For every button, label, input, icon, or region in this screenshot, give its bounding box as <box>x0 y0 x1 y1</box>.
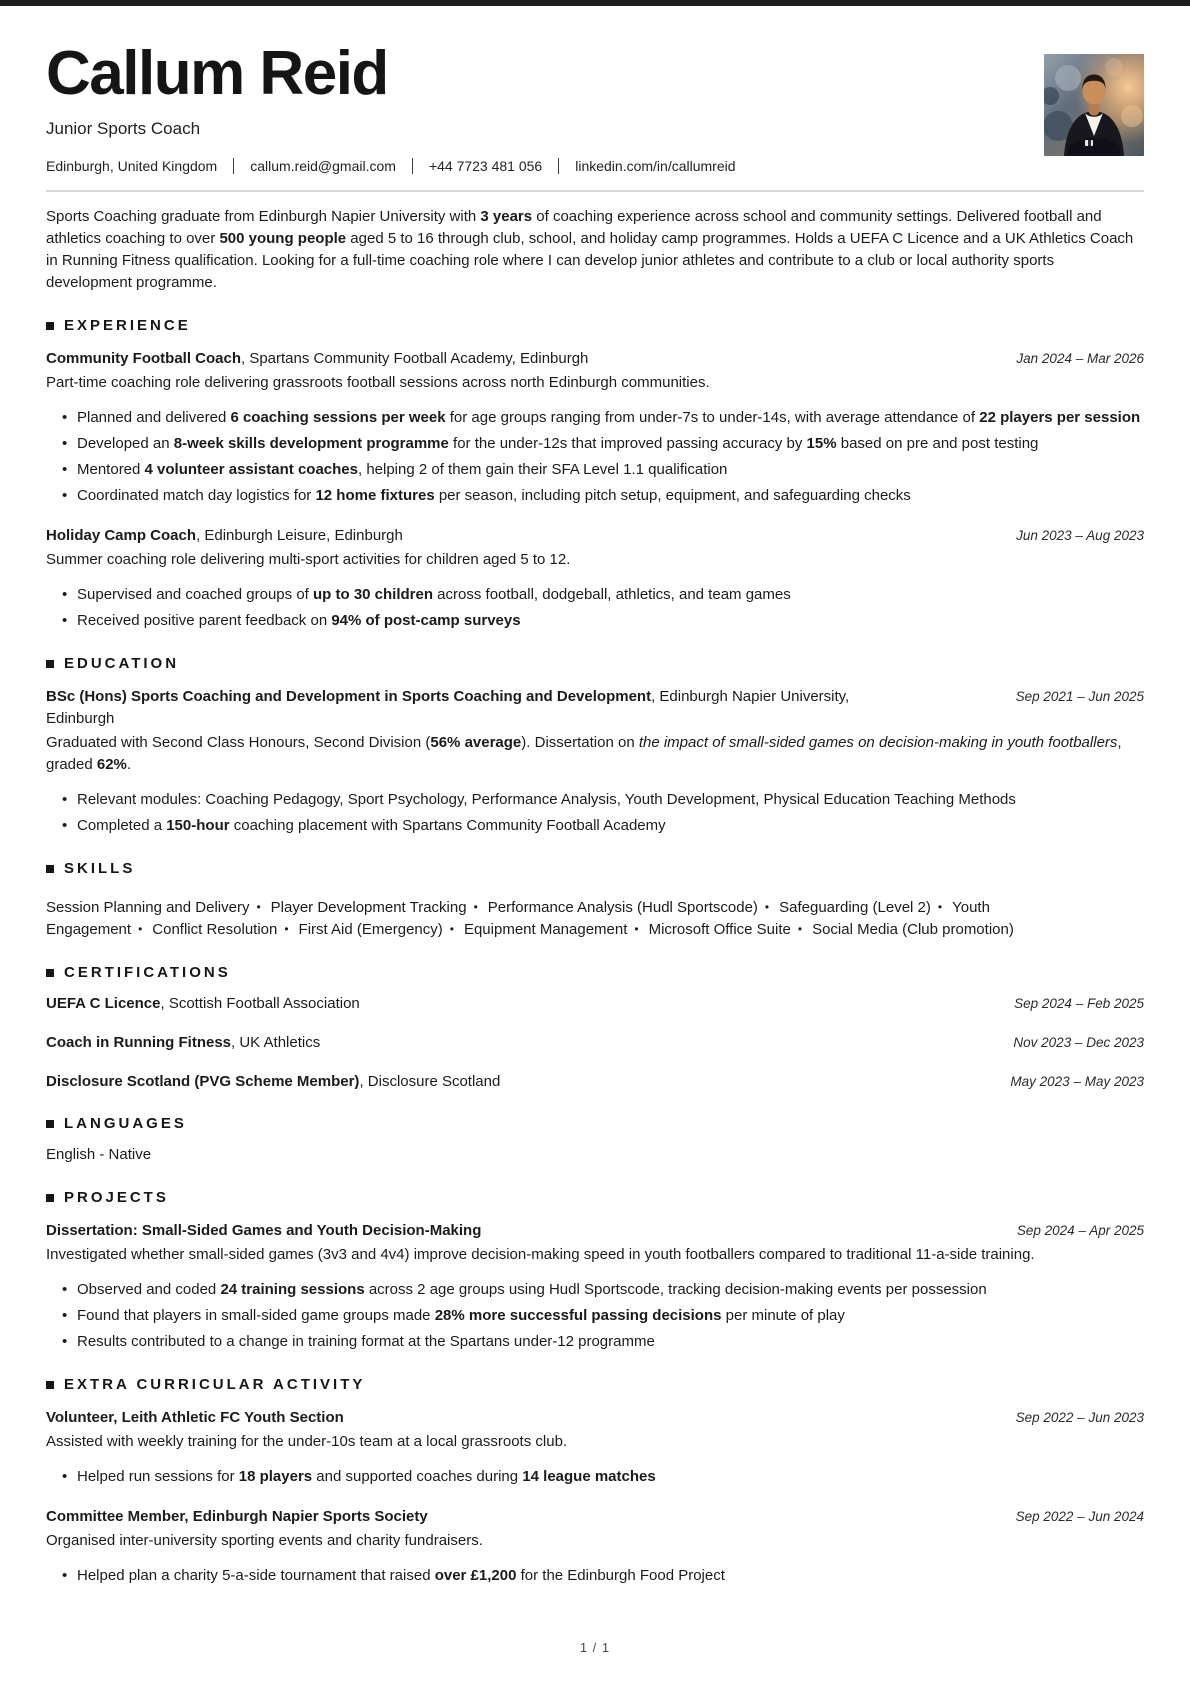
extra-curricular-entries <box>46 1407 1144 1587</box>
entry-dates: Nov 2023 – Dec 2023 <box>1013 1035 1144 1050</box>
entry-description: Investigated whether small-sided games (3v3 and 4v4) improve decision-making speed in youth footballers compared to traditional 11-a-side training. <box>46 1246 1035 1263</box>
experience-entry <box>46 348 1144 507</box>
entry-head <box>46 1071 1144 1092</box>
experience-entry <box>46 525 1144 632</box>
contact-item: +44 7723 481 056 <box>396 158 542 174</box>
page-number: 1 / 1 <box>579 1640 611 1655</box>
bullet-item: • Results contributed to a change in training format at the Spartans under-12 programme <box>62 1330 1144 1353</box>
entry-dates: May 2023 – May 2023 <box>1010 1074 1144 1089</box>
project-entries <box>46 1220 1144 1353</box>
language-item: English - Native <box>46 1146 152 1163</box>
entry-dates: Jun 2023 – Aug 2023 <box>1016 528 1144 543</box>
projects-heading <box>46 1190 1144 1206</box>
bullet-item: • Helped run sessions for 18 players and supported coaches during 14 league matches <box>62 1465 1144 1488</box>
bullet-item: • Developed an 8-week skills development programme for the under-12s that improved passing accuracy by 15% based on pre and post testing <box>62 432 1144 455</box>
entry-description: Assisted with weekly training for the under-10s team at a local grassroots club. <box>46 1433 568 1450</box>
contact-item: Edinburgh, United Kingdom <box>46 158 218 174</box>
skill-item: • Player Development Tracking <box>249 899 466 916</box>
certification-entry <box>46 1032 1144 1053</box>
bullet-item: • Planned and delivered 6 coaching sessions per week for age groups ranging from under-7s to under-14s, with average attendance of 22 players per session <box>62 406 1144 429</box>
entry-title: Volunteer, Leith Athletic FC Youth Section <box>46 1409 344 1426</box>
entry-title: Community Football Coach, Spartans Community Football Academy, Edinburgh <box>46 350 589 367</box>
entry-title: Dissertation: Small-Sided Games and Youth Decision-Making <box>46 1222 482 1239</box>
certification-entry <box>46 1071 1144 1092</box>
section-certifications <box>46 965 1144 1092</box>
entry-dates: Sep 2021 – Jun 2025 <box>1015 689 1144 704</box>
bullet-item: • Found that players in small-sided game groups made 28% more successful passing decisions per minute of play <box>62 1304 1144 1327</box>
contact-row <box>46 158 1144 174</box>
entry-head <box>46 1220 1144 1242</box>
skill-item: • Safeguarding (Level 2) <box>758 899 931 916</box>
entry-description: Part-time coaching role delivering grassroots football sessions across north Edinburgh communities. <box>46 374 710 391</box>
square-bullet-icon <box>46 1120 54 1128</box>
skills-heading <box>46 861 1144 877</box>
certifications-heading <box>46 965 1144 981</box>
bullet-item: • Mentored 4 volunteer assistant coaches, helping 2 of them gain their SFA Level 1.1 qualification <box>62 458 1144 481</box>
entry-head <box>46 525 1144 547</box>
extra-curricular-entry <box>46 1407 1144 1488</box>
skills-list <box>46 897 1144 941</box>
entry-title: Committee Member, Edinburgh Napier Sports Society <box>46 1508 428 1525</box>
experience-heading-label: EXPERIENCE <box>64 317 191 334</box>
skill-item: Session Planning and Delivery <box>46 899 250 916</box>
contact-item: callum.reid@gmail.com <box>217 158 396 174</box>
extra-curricular-heading-label: EXTRA CURRICULAR ACTIVITY <box>64 1376 366 1393</box>
bullet-item: • Coordinated match day logistics for 12 home fixtures per season, including pitch setup, equipment, and safeguarding checks <box>62 484 1144 507</box>
education-entry <box>46 686 1144 837</box>
skill-item: • First Aid (Emergency) <box>277 921 442 938</box>
bullet-item: • Observed and coded 24 training sessions across 2 age groups using Hudl Sportscode, tracking decision-making events per possession <box>62 1278 1144 1301</box>
entry-bullets <box>46 788 1144 837</box>
skill-item: • Youth Engagement <box>46 899 990 938</box>
square-bullet-icon <box>46 865 54 873</box>
profile-photo <box>1044 54 1144 156</box>
entry-head <box>46 993 1144 1014</box>
entry-dates: Jan 2024 – Mar 2026 <box>1016 351 1144 366</box>
skill-item: • Performance Analysis (Hudl Sportscode) <box>467 899 758 916</box>
certifications-heading-label: CERTIFICATIONS <box>64 964 231 981</box>
summary-paragraph: Sports Coaching graduate from Edinburgh Napier University with 3 years of coaching experience across school and community settings. Delivered football and athletics coaching to over 500 young people aged 5 to 16 through club, school, and holiday camp programmes. Holds a UEFA C Licence and a UK Athletics Coach in Running Fitness qualification. Looking for a full-time coaching role where I can develop junior athletes and contribute to a club or local authority sports development programme. <box>46 208 1134 291</box>
bullet-item: • Helped plan a charity 5-a-side tournament that raised over £1,200 for the Edinburgh Food Project <box>62 1564 1144 1587</box>
entry-description: Organised inter-university sporting events and charity fundraisers. <box>46 1532 483 1549</box>
entry-title: Holiday Camp Coach, Edinburgh Leisure, Edinburgh <box>46 527 403 544</box>
education-entries <box>46 686 1144 837</box>
entry-dates: Sep 2022 – Jun 2023 <box>1015 1410 1144 1425</box>
certification-entry <box>46 993 1144 1014</box>
entry-bullets <box>46 583 1144 632</box>
square-bullet-icon <box>46 969 54 977</box>
entry-bullets <box>46 1278 1144 1353</box>
resume-header <box>46 39 1144 174</box>
square-bullet-icon <box>46 1194 54 1202</box>
entry-title: UEFA C Licence, Scottish Football Association <box>46 995 360 1012</box>
extra-curricular-entry <box>46 1506 1144 1587</box>
entry-head <box>46 1506 1144 1528</box>
experience-heading <box>46 318 1144 334</box>
extra-curricular-heading <box>46 1377 1144 1393</box>
resume-page <box>0 39 1190 1587</box>
entry-title: Coach in Running Fitness, UK Athletics <box>46 1034 321 1051</box>
section-languages <box>46 1116 1144 1166</box>
section-skills <box>46 861 1144 941</box>
skills-heading-label: SKILLS <box>64 860 136 877</box>
section-education <box>46 656 1144 837</box>
languages-heading-label: LANGUAGES <box>64 1115 187 1132</box>
entry-description: Summer coaching role delivering multi-sport activities for children aged 5 to 12. <box>46 551 571 568</box>
entry-head <box>46 348 1144 370</box>
section-extra-curricular <box>46 1377 1144 1587</box>
header-divider <box>46 190 1144 192</box>
languages-heading <box>46 1116 1144 1132</box>
bullet-item: • Relevant modules: Coaching Pedagogy, Sport Psychology, Performance Analysis, Youth Development, Physical Education Teaching Methods <box>62 788 1144 811</box>
project-entry <box>46 1220 1144 1353</box>
entry-bullets <box>46 1465 1144 1488</box>
skill-item: • Conflict Resolution <box>131 921 277 938</box>
square-bullet-icon <box>46 1381 54 1389</box>
entry-dates: Sep 2024 – Apr 2025 <box>1016 1223 1144 1238</box>
entry-title: Disclosure Scotland (PVG Scheme Member), Disclosure Scotland <box>46 1073 501 1090</box>
bullet-item: • Received positive parent feedback on 94% of post-camp surveys <box>62 609 1144 632</box>
projects-heading-label: PROJECTS <box>64 1189 169 1206</box>
entry-head <box>46 1032 1144 1053</box>
skill-item: • Equipment Management <box>443 921 628 938</box>
candidate-name: Callum Reid <box>46 39 388 108</box>
entry-head <box>46 1407 1144 1429</box>
skill-item: • Social Media (Club promotion) <box>791 921 1014 938</box>
square-bullet-icon <box>46 660 54 668</box>
entry-bullets <box>46 406 1144 507</box>
entry-head <box>46 686 1144 730</box>
square-bullet-icon <box>46 322 54 330</box>
section-projects <box>46 1190 1144 1353</box>
bullet-item: • Supervised and coached groups of up to 30 children across football, dodgeball, athletics, and team games <box>62 583 1144 606</box>
candidate-job-title: Junior Sports Coach <box>46 119 201 138</box>
bullet-item: • Completed a 150-hour coaching placement with Spartans Community Football Academy <box>62 814 1144 837</box>
entry-bullets <box>46 1564 1144 1587</box>
entry-dates: Sep 2024 – Feb 2025 <box>1014 996 1144 1011</box>
contact-item: linkedin.com/in/callumreid <box>542 158 735 174</box>
certification-entries <box>46 993 1144 1092</box>
entry-title: BSc (Hons) Sports Coaching and Development in Sports Coaching and Development, Edinburgh Napier University, Edinburgh <box>46 688 850 727</box>
section-experience <box>46 318 1144 632</box>
experience-entries <box>46 348 1144 632</box>
education-heading-label: EDUCATION <box>64 655 180 672</box>
entry-description: Graduated with Second Class Honours, Second Division (56% average). Dissertation on the impact of small-sided games on decision-making in youth footballers, graded 62%. <box>46 734 1122 773</box>
entry-dates: Sep 2022 – Jun 2024 <box>1015 1509 1144 1524</box>
skill-item: • Microsoft Office Suite <box>627 921 790 938</box>
top-bar <box>0 0 1190 6</box>
education-heading <box>46 656 1144 672</box>
